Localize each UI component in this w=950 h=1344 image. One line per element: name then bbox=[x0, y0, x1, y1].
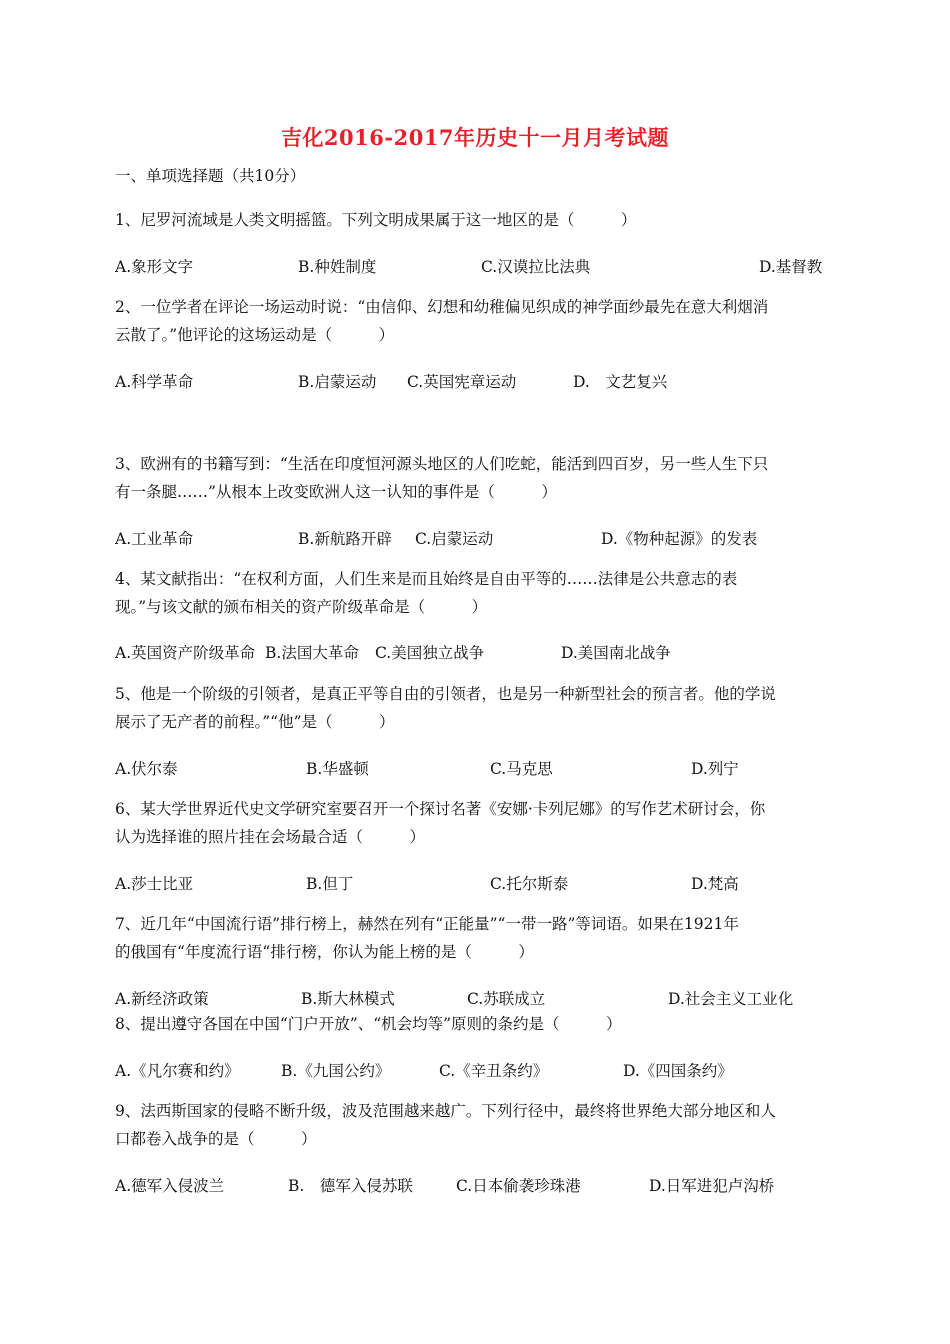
option-d: D.《物种起源》的发表 bbox=[601, 530, 758, 548]
option-a: A.德军入侵波兰 bbox=[115, 1177, 225, 1195]
option-c: C.英国宪章运动 bbox=[407, 373, 517, 391]
option-a: A.象形文字 bbox=[115, 258, 194, 276]
question-3-options bbox=[115, 527, 835, 551]
exam-title: 吉化2016-2017年历史十一月月考试题 bbox=[280, 125, 670, 150]
question-text: 3、欧洲有的书籍写到：“生活在印度恒河源头地区的人们吃蛇，能活到四百岁，另一些人生下只 bbox=[115, 455, 769, 473]
question-9-options bbox=[115, 1174, 835, 1198]
option-d: D. 文艺复兴 bbox=[573, 373, 668, 391]
section-heading: 一、单项选择题（共10分） bbox=[115, 167, 306, 185]
question-2 bbox=[115, 293, 835, 349]
question-text-cont: 现。”与该文献的颁布相关的资产阶级革命是（ ） bbox=[115, 598, 488, 616]
option-c: C.马克思 bbox=[490, 760, 553, 778]
question-5-options bbox=[115, 757, 835, 781]
option-d: D.《四国条约》 bbox=[623, 1062, 733, 1080]
option-b: B.法国大革命 bbox=[265, 644, 359, 662]
question-4-options bbox=[115, 641, 835, 665]
option-b: B.《九国公约》 bbox=[281, 1062, 391, 1080]
option-c: C.《辛丑条约》 bbox=[439, 1062, 549, 1080]
option-a: A.《凡尔赛和约》 bbox=[115, 1062, 240, 1080]
option-a: A.新经济政策 bbox=[115, 990, 209, 1008]
question-4 bbox=[115, 565, 835, 621]
question-1-options bbox=[115, 255, 835, 279]
question-3 bbox=[115, 450, 835, 506]
question-text: 2、一位学者在评论一场运动时说：“由信仰、幻想和幼稚偏见织成的神学面纱最先在意大利烟消 bbox=[115, 298, 769, 316]
question-7 bbox=[115, 910, 835, 966]
question-1 bbox=[115, 206, 835, 234]
option-b: B.斯大林模式 bbox=[301, 990, 395, 1008]
option-a: A.科学革命 bbox=[115, 373, 194, 391]
question-text-cont: 口都卷入战争的是（ ） bbox=[115, 1130, 317, 1148]
question-text: 1、尼罗河流域是人类文明摇篮。下列文明成果属于这一地区的是（ ） bbox=[115, 211, 637, 229]
option-a: A.英国资产阶级革命 bbox=[115, 644, 256, 662]
question-text-cont: 展示了无产者的前程。”“他”是（ ） bbox=[115, 713, 395, 731]
question-9 bbox=[115, 1097, 835, 1153]
option-b: B. 德军入侵苏联 bbox=[288, 1177, 413, 1195]
option-d: D.美国南北战争 bbox=[561, 644, 671, 662]
question-7-options bbox=[115, 987, 835, 1011]
question-text: 8、提出遵守各国在中国“门户开放”、“机会均等”原则的条约是（ ） bbox=[115, 1015, 622, 1033]
question-text: 6、某大学世界近代史文学研究室要召开一个探讨名著《安娜·卡列尼娜》的写作艺术研讨会，你 bbox=[115, 800, 766, 818]
question-text: 9、法西斯国家的侵略不断升级，波及范围越来越广。下列行径中，最终将世界绝大部分地区和人 bbox=[115, 1102, 776, 1120]
option-c: C.日本偷袭珍珠港 bbox=[456, 1177, 581, 1195]
option-a: A.莎士比亚 bbox=[115, 875, 194, 893]
question-text-cont: 认为选择谁的照片挂在会场最合适（ ） bbox=[115, 828, 426, 846]
question-text-cont: 云散了。”他评论的这场运动是（ ） bbox=[115, 326, 395, 344]
question-text: 7、近几年“中国流行语”排行榜上，赫然在列有“正能量”“一带一路”等词语。如果在1921年 bbox=[115, 915, 739, 933]
question-8-options bbox=[115, 1059, 835, 1083]
option-a: A.伏尔泰 bbox=[115, 760, 178, 778]
option-d: D.列宁 bbox=[691, 760, 739, 778]
option-d: D.梵高 bbox=[691, 875, 739, 893]
option-d: D.基督教 bbox=[759, 258, 823, 276]
question-text-cont: 有一条腿……”从根本上改变欧洲人这一认知的事件是（ ） bbox=[115, 483, 557, 501]
option-c: C.苏联成立 bbox=[467, 990, 546, 1008]
question-5 bbox=[115, 680, 835, 736]
question-text: 4、某文献指出：“在权利方面，人们生来是而且始终是自由平等的……法律是公共意志的表 bbox=[115, 570, 738, 588]
option-b: B.华盛顿 bbox=[306, 760, 369, 778]
option-d: D.社会主义工业化 bbox=[668, 990, 794, 1008]
option-d: D.日军进犯卢沟桥 bbox=[649, 1177, 775, 1195]
option-b: B.启蒙运动 bbox=[298, 373, 377, 391]
option-b: B.新航路开辟 bbox=[298, 530, 392, 548]
question-6-options bbox=[115, 872, 835, 896]
option-a: A.工业革命 bbox=[115, 530, 194, 548]
option-b: B.但丁 bbox=[306, 875, 354, 893]
option-c: C.托尔斯泰 bbox=[490, 875, 569, 893]
question-text-cont: 的俄国有“年度流行语“排行榜，你认为能上榜的是（ ） bbox=[115, 943, 534, 961]
question-6 bbox=[115, 795, 835, 851]
question-text: 5、他是一个阶级的引领者，是真正平等自由的引领者，也是另一种新型社会的预言者。他的学说 bbox=[115, 685, 776, 703]
question-2-options bbox=[115, 370, 835, 394]
option-c: C.美国独立战争 bbox=[375, 644, 485, 662]
option-c: C.启蒙运动 bbox=[415, 530, 494, 548]
option-b: B.种姓制度 bbox=[298, 258, 377, 276]
option-c: C.汉谟拉比法典 bbox=[481, 258, 591, 276]
question-8 bbox=[115, 1010, 835, 1038]
